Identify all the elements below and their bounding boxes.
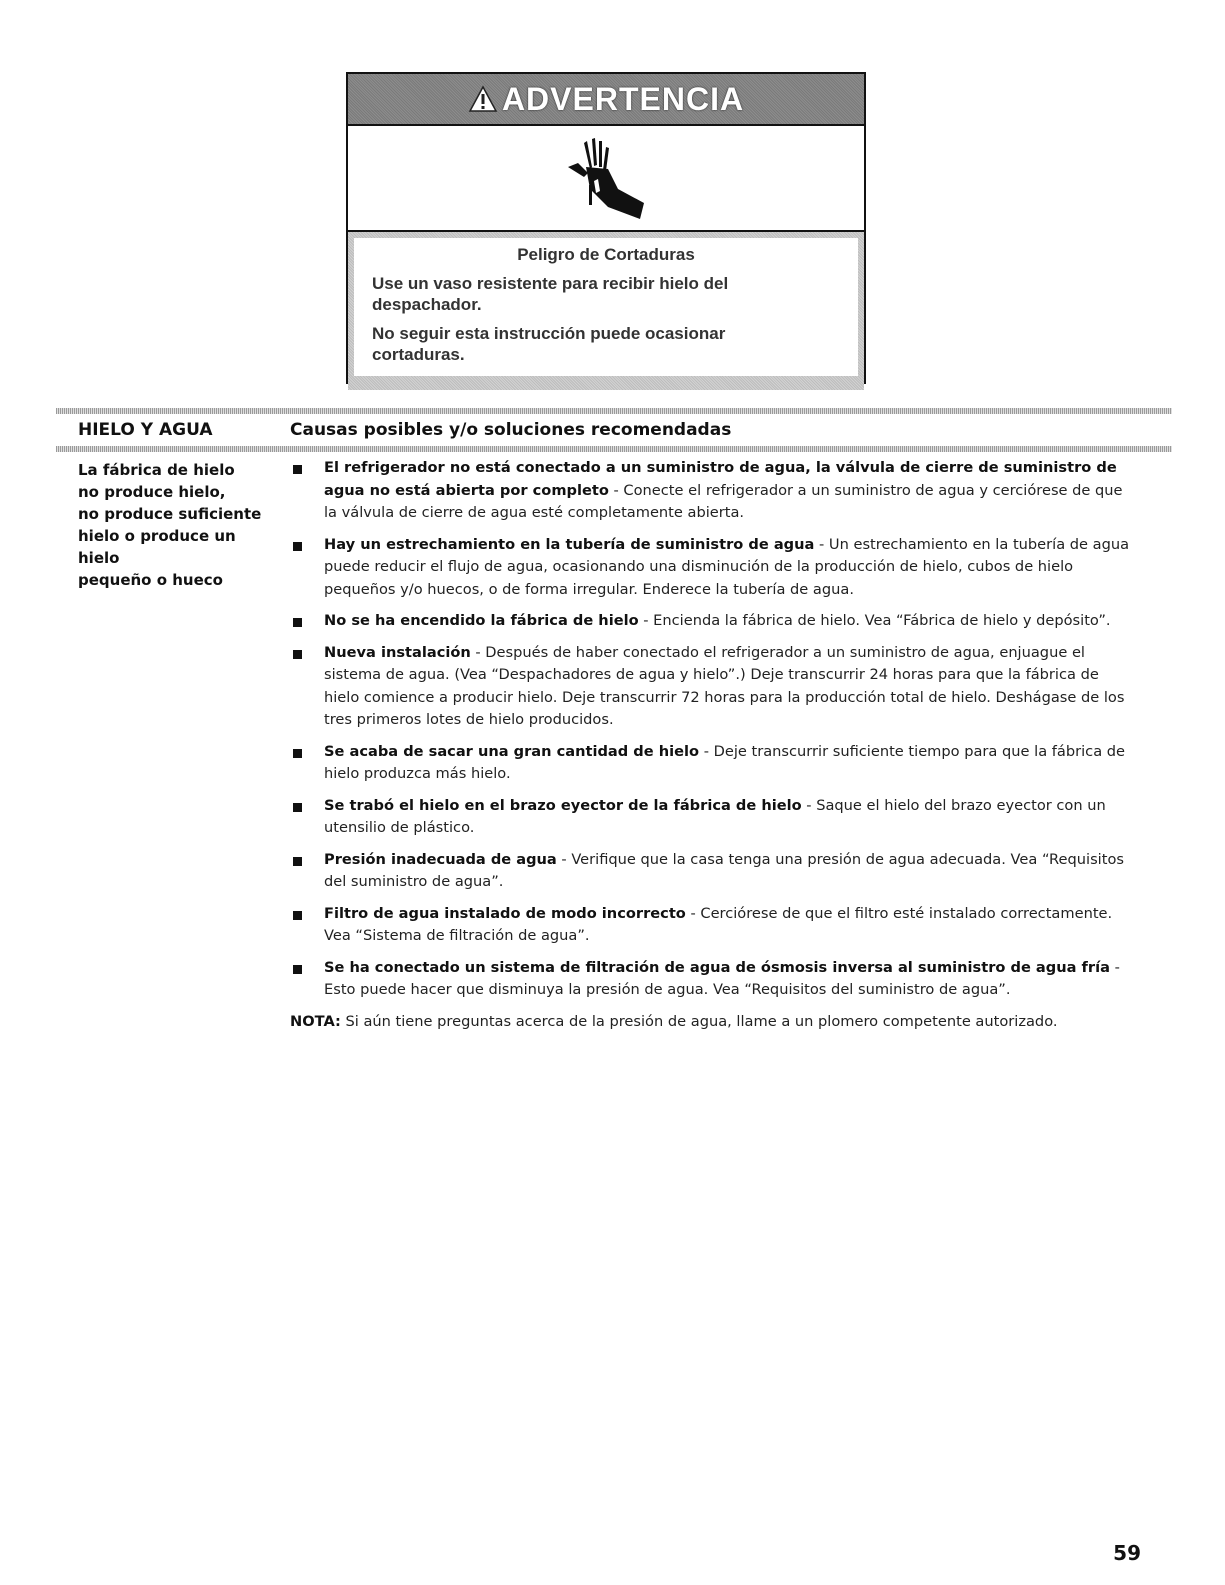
problem-line: no produce suficiente bbox=[78, 505, 262, 523]
cause-text: - Esto puede hacer que disminuya la presión de agua. Vea “Requisitos del suministro de agua”. bbox=[324, 958, 1120, 998]
column-header-problem: HIELO Y AGUA bbox=[78, 420, 213, 440]
cause-text: - Conecte el refrigerador a un suministro de agua y cerciórese de que la válvula de cierre de agua esté completamente abierta. bbox=[324, 481, 1123, 521]
list-item bbox=[290, 903, 1135, 948]
note bbox=[290, 1011, 1135, 1034]
list-item bbox=[290, 849, 1135, 894]
cause-title: No se ha encendido la fábrica de hielo bbox=[324, 612, 639, 629]
warning-triangle-icon bbox=[468, 85, 498, 113]
bullet-icon bbox=[293, 650, 302, 659]
warning-line: Use un vaso resistente para recibir hielo del despachador. bbox=[372, 274, 729, 314]
problem-line: pequeño o hueco bbox=[78, 571, 223, 589]
page-number: 59 bbox=[1113, 1541, 1141, 1565]
note-label: NOTA: bbox=[290, 1012, 341, 1030]
bullet-icon bbox=[293, 911, 302, 920]
cause-text: - Encienda la fábrica de hielo. Vea “Fábrica de hielo y depósito”. bbox=[643, 612, 1111, 629]
warning-message-area bbox=[348, 232, 864, 390]
bullet-icon bbox=[293, 803, 302, 812]
problem-line: hielo o produce un hielo bbox=[78, 527, 236, 567]
bullet-icon bbox=[293, 618, 302, 627]
cause-title: Presión inadecuada de agua bbox=[324, 850, 557, 868]
bullet-icon bbox=[293, 857, 302, 866]
pictogram-area bbox=[348, 126, 864, 232]
cause-text: - Saque el hielo del brazo eyector con un utensilio de plástico. bbox=[324, 796, 1106, 836]
note-text: Si aún tiene preguntas acerca de la presión de agua, llame a un plomero competente autorizado. bbox=[345, 1012, 1058, 1030]
cause-text: - Verifique que la casa tenga una presión de agua adecuada. Vea “Requisitos del suministro de agua”. bbox=[324, 850, 1124, 890]
list-item bbox=[290, 610, 1135, 633]
problem-description bbox=[78, 459, 278, 591]
list-item bbox=[290, 534, 1135, 602]
cause-text: - Cerciórese de que el filtro esté instalado correctamente. Vea “Sistema de filtración de agua”. bbox=[324, 904, 1113, 944]
cause-title: El refrigerador no está conectado a un suministro de agua, la válvula de cierre de suministro de agua no está abierta por completo bbox=[324, 459, 1117, 499]
cause-text: - Después de haber conectado el refrigerador a un suministro de agua, enjuague el sistema de agua. (Vea “Despachadores de agua y hielo”.) Deje transcurrir 24 horas para que la fábrica de hielo comience a producir hielo. Deje transcurrir 72 horas para la producción total de hielo. Deshágase de los tres primeros lotes de hielo producidos. bbox=[324, 643, 1125, 728]
bullet-icon bbox=[293, 749, 302, 758]
problem-line: no produce hielo, bbox=[78, 483, 226, 501]
bullet-icon bbox=[293, 465, 302, 474]
cause-title: Nueva instalación bbox=[324, 643, 471, 661]
warning-header bbox=[348, 74, 864, 126]
causes-list bbox=[290, 457, 1135, 1033]
problem-line: La fábrica de hielo bbox=[78, 461, 235, 479]
warning-title: ADVERTENCIA bbox=[501, 80, 745, 117]
bullet-icon bbox=[293, 542, 302, 551]
list-item bbox=[290, 457, 1135, 525]
list-item bbox=[290, 741, 1135, 786]
list-item bbox=[290, 795, 1135, 840]
warning-box bbox=[346, 72, 866, 384]
list-item bbox=[290, 642, 1135, 732]
cause-text: - Un estrechamiento en la tubería de agua puede reducir el flujo de agua, ocasionando una disminución de la producción de hielo, cubos de hielo pequeños y/o huecos, o de forma irregular. Enderece la tubería de agua. bbox=[324, 535, 1130, 598]
cause-title: Se trabó el hielo en el brazo eyector de la fábrica de hielo bbox=[324, 796, 802, 814]
cause-text: - Deje transcurrir suficiente tiempo para que la fábrica de hielo produzca más hielo. bbox=[324, 742, 1126, 782]
cause-title: Hay un estrechamiento en la tubería de suministro de agua bbox=[324, 535, 815, 553]
divider bbox=[56, 408, 1172, 414]
warning-line: No seguir esta instrucción puede ocasionar cortaduras. bbox=[372, 324, 726, 364]
cause-title: Se ha conectado un sistema de filtración de agua de ósmosis inversa al suministro de agua fría bbox=[324, 958, 1110, 976]
divider bbox=[56, 446, 1172, 452]
list-item bbox=[290, 957, 1135, 1002]
bullet-icon bbox=[293, 965, 302, 974]
column-header-causes: Causas posibles y/o soluciones recomendadas bbox=[290, 420, 732, 440]
cause-title: Filtro de agua instalado de modo incorrecto bbox=[324, 904, 686, 922]
hand-cut-icon bbox=[556, 133, 656, 223]
warning-heading: Peligro de Cortaduras bbox=[517, 245, 695, 264]
warning-message bbox=[354, 238, 858, 376]
cause-title: Se acaba de sacar una gran cantidad de hielo bbox=[324, 742, 700, 760]
